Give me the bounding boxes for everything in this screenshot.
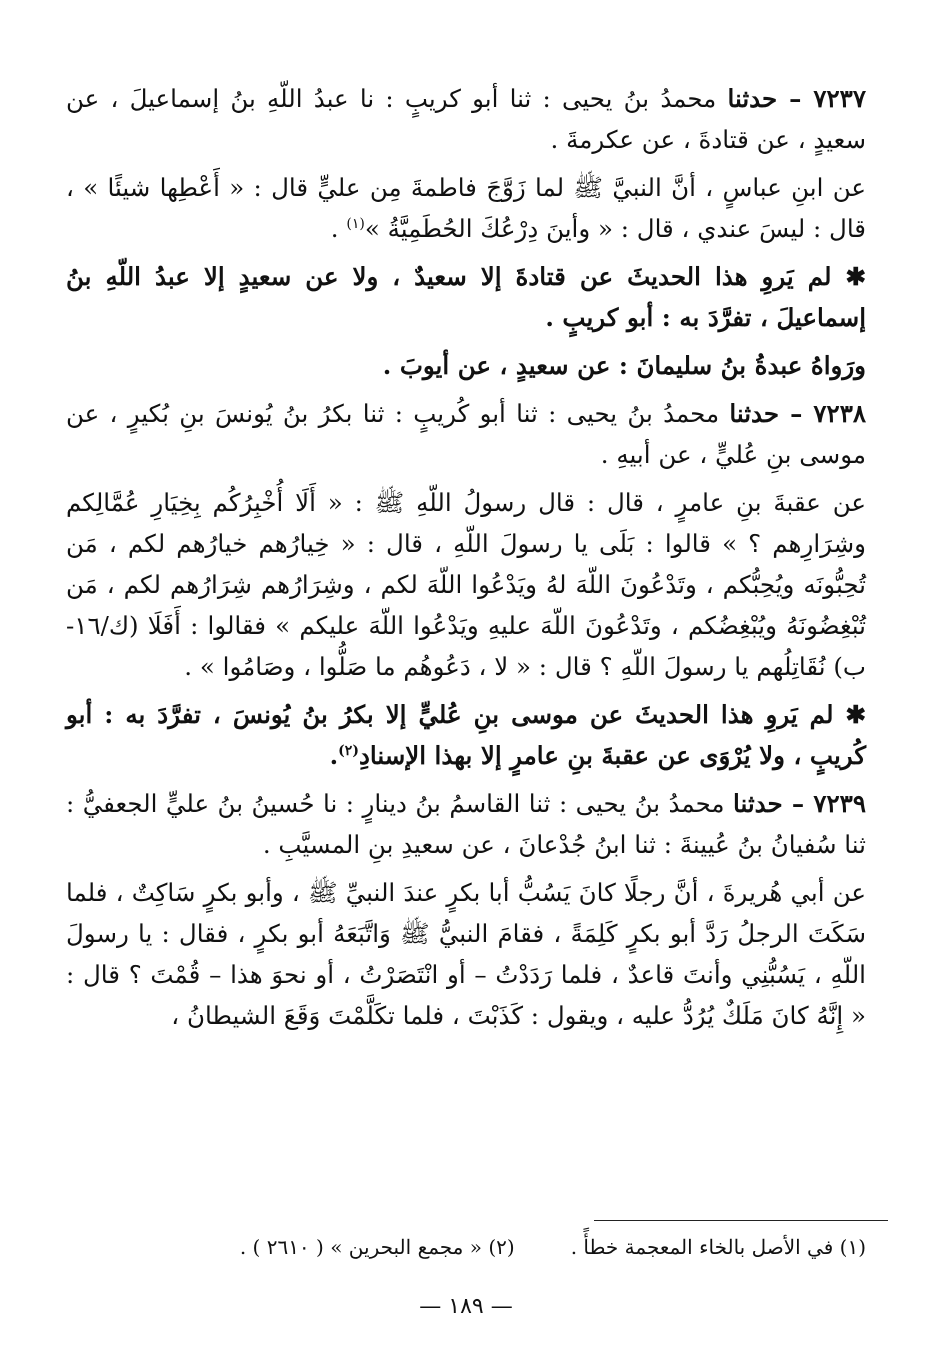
hadith-7238-comment [66, 694, 866, 776]
hadith-7237-comment [66, 256, 866, 338]
hadith-7239-isnad [66, 783, 866, 865]
isnad-text: محمدُ بنُ يحيى : ثنا أبو كريبٍ : نا عبدُ اللّهِ بنُ إسماعيلَ ، عن سعيدٍ ، عن قتادةَ ، عن عكرمةَ . [66, 84, 866, 154]
matn-text: عن ابنِ عباسٍ ، أنَّ النبيَّ ﷺ لما زَوَّجَ فاطمةَ مِن عليٍّ قال : « أَعْطِها شيئًا » ، قال : ليسَ عندي ، قال : « وأينَ دِرْعُكَ الحُطَمِيَّةُ » [66, 173, 866, 243]
dash: – [779, 399, 814, 428]
period: . [330, 214, 347, 243]
hadith-7238-matn [66, 482, 866, 687]
haddathana-label: حدثنا [729, 399, 780, 428]
hadith-7237-matn [66, 167, 866, 249]
haddathana-label: حدثنا [727, 84, 778, 113]
haddathana-label: حدثنا [732, 789, 783, 818]
footnote-marker: (١) [346, 215, 365, 232]
manuscript-reference: (ك/١٦-ب) [66, 611, 866, 681]
hadith-7237-isnad [66, 78, 866, 160]
footnote-1: (١) في الأصل بالخاء المعجمة خطأً . [570, 1235, 866, 1259]
comment-text: ورَواهُ عبدةُ بنُ سليمانَ : عن سعيدٍ ، عن أيوبَ . [382, 351, 866, 380]
asterisk-icon: ✱ [831, 262, 866, 291]
dash: – [782, 789, 814, 818]
hadith-7239-matn [66, 872, 866, 1036]
hadith-7237-comment-2 [66, 345, 866, 386]
dash: – [777, 84, 814, 113]
footnotes [66, 1232, 866, 1262]
hadith-number: ٧٢٣٩ [813, 789, 866, 818]
page-number: — ١٨٩ — [419, 1294, 513, 1319]
isnad-text: محمدُ بنُ يحيى : ثنا القاسمُ بنُ دينارٍ : نا حُسينُ بنُ عليٍّ الجعفيُّ : ثنا سُفيانُ بنُ عُيينةَ : ثنا ابنُ جُدْعانَ ، عن سعيدِ بنِ المسيَّبِ . [66, 789, 866, 859]
hadith-number: ٧٢٣٧ [813, 84, 866, 113]
asterisk-icon: ✱ [833, 700, 866, 729]
matn-text: عن عقبةَ بنِ عامرٍ ، قال : قال رسولُ اللّهِ ﷺ : « أَلَا أُخْبِرُكُم بِخِيَارِ عُمَّالِكم وشِرَارِهم ؟ » قالوا : بَلَى يا رسولَ اللّهِ ، قال : « خِيارُهم خيارُهم لكم ، مَن تُحِبُّونَه ويُحِبُّكم ، وتَدْعُونَ اللّهَ لهُ ويَدْعُوا اللّهَ لكم ، وشِرَارُهم شِرَارُهم لكم ، مَن تُبْغِضُونَهُ ويُبْغِضُكم ، وتَدْعُونَ اللّهَ عليهِ ويَدْعُوا اللّهَ عليكم » فقالوا : أَفَلَا [66, 488, 866, 640]
isnad-text: محمدُ بنُ يحيى : ثنا أبو كُريبٍ : ثنا بكرُ بنُ يُونسَ بنِ بُكيرٍ ، عن موسى بنِ عُليٍّ ، عن أبيهِ . [66, 399, 866, 469]
matn-text: عن أبي هُريرةَ ، أنَّ رجلًا كانَ يَسُبُّ أبا بكرٍ عندَ النبيِّ ﷺ ، وأبو بكرٍ سَاكِتٌ ، فلما سَكَتَ الرجلُ رَدَّ أبو بكرٍ كَلِمَةً ، فقامَ النبيُّ ﷺ وَاتَّبَعَهُ أبو بكرٍ ، فقال : يا رسولَ اللّهِ ، يَسُبُّنِي وأنتَ قاعدٌ ، فلما رَدَدْتُ – أو انْتَصَرْتُ ، أو نحوَ هذا – قُمْتَ ؟ قال : « إِنَّهُ كانَ مَلَكٌ يُرُدُّ عليه ، ويقول : كَذَبْتَ ، فلما تكَلَّمْتَ وَقَعَ الشيطانُ ، [66, 878, 866, 1030]
footnote-divider [594, 1220, 888, 1221]
hadith-7238-isnad [66, 393, 866, 475]
hadith-number: ٧٢٣٨ [813, 399, 867, 428]
comment-text: لم يَروِ هذا الحديثَ عن موسى بنِ عُليٍّ إلا بكرُ بنُ يُونسَ ، تفرَّدَ به : أبو كُريبٍ ، ولا يُرْوَى عن عقبةَ بنِ عامرٍ إلا بهذا الإسنادِ [66, 700, 866, 770]
period: . [329, 741, 339, 770]
matn-text-cont: نُقَاتِلُهم يا رسولَ اللّهِ ؟ قال : « لا ، دَعُوهُم ما صَلُّوا ، وصَامُوا » . [184, 652, 834, 681]
footnote-marker: (٢) [338, 742, 359, 759]
footnote-2: (٢) « مجمع البحرين » ( ٢٦١٠ ) . [239, 1235, 515, 1259]
comment-text: لم يَروِ هذا الحديثَ عن قتادةَ إلا سعيدٌ ، ولا عن سعيدٍ إلا عبدُ اللّهِ بنُ إسماعيلَ ، تفرَّدَ به : أبو كريبٍ . [66, 262, 866, 332]
